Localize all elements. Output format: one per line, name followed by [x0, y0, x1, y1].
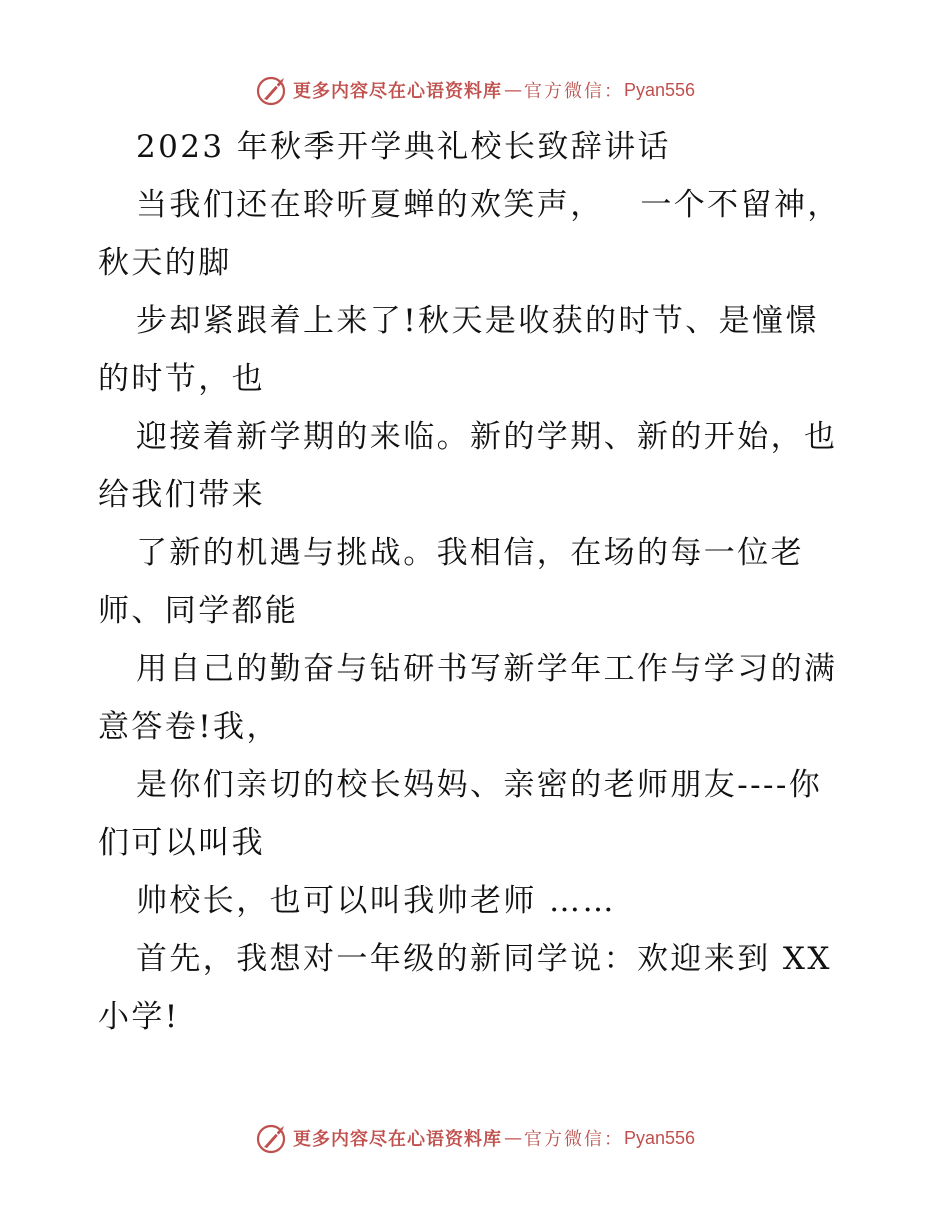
- document-title: 2023 年秋季开学典礼校长致辞讲话: [136, 129, 671, 165]
- paragraph-line: 小学!: [98, 999, 180, 1035]
- paragraph-line: 秋天的脚: [98, 245, 232, 281]
- paragraph: [98, 292, 858, 408]
- paragraph-line: 首先，我想对一年级的新同学说：欢迎来到 XX: [136, 941, 832, 977]
- paragraph-line: 们可以叫我: [98, 825, 265, 861]
- paragraph-line: 步却紧跟着上来了!秋天是收获的时节、是憧憬: [136, 303, 819, 339]
- banner-separator: —: [503, 79, 522, 101]
- footer-watermark-banner: [0, 1120, 950, 1156]
- paragraph-line: 意答卷!我，: [98, 709, 280, 745]
- paragraph-line: 迎接着新学期的来临。新的学期、新的开始，也: [136, 419, 838, 455]
- paragraph-line: 师、同学都能: [98, 593, 299, 629]
- paragraph: [98, 640, 858, 756]
- paragraph: [98, 176, 858, 292]
- paragraph: [98, 872, 858, 930]
- paragraph-line: 了新的机遇与挑战。我相信，在场的每一位老: [136, 535, 804, 571]
- paragraph: [98, 756, 858, 872]
- paragraph-line: 的时节，也: [98, 361, 265, 397]
- paragraph: [98, 930, 858, 1046]
- banner-wechat-label: 官方微信：: [523, 81, 624, 102]
- banner-wechat-id: Pyan556: [623, 79, 696, 100]
- paragraph-line: 用自己的勤奋与钻研书写新学年工作与学习的满: [136, 651, 838, 687]
- paragraph: [98, 524, 858, 640]
- quill-logo-icon: [255, 72, 291, 108]
- banner-label: 更多内容尽在心语资料库: [292, 81, 502, 102]
- banner-separator: —: [503, 1127, 522, 1149]
- banner-wechat-label: 官方微信：: [523, 1129, 624, 1150]
- banner-label: 更多内容尽在心语资料库: [292, 1129, 502, 1150]
- document-body: [98, 118, 858, 1046]
- paragraph: [98, 408, 858, 524]
- header-watermark-banner: [0, 72, 950, 108]
- paragraph-line: 给我们带来: [98, 477, 265, 513]
- paragraph-line: 当我们还在聆听夏蝉的欢笑声， 一个不留神，: [136, 187, 841, 223]
- quill-logo-icon: [255, 1120, 291, 1156]
- paragraph-line: 帅校长，也可以叫我帅老师 ……: [136, 883, 616, 919]
- paragraph-line: 是你们亲切的校长妈妈、亲密的老师朋友----你: [136, 767, 823, 803]
- banner-wechat-id: Pyan556: [623, 1127, 696, 1148]
